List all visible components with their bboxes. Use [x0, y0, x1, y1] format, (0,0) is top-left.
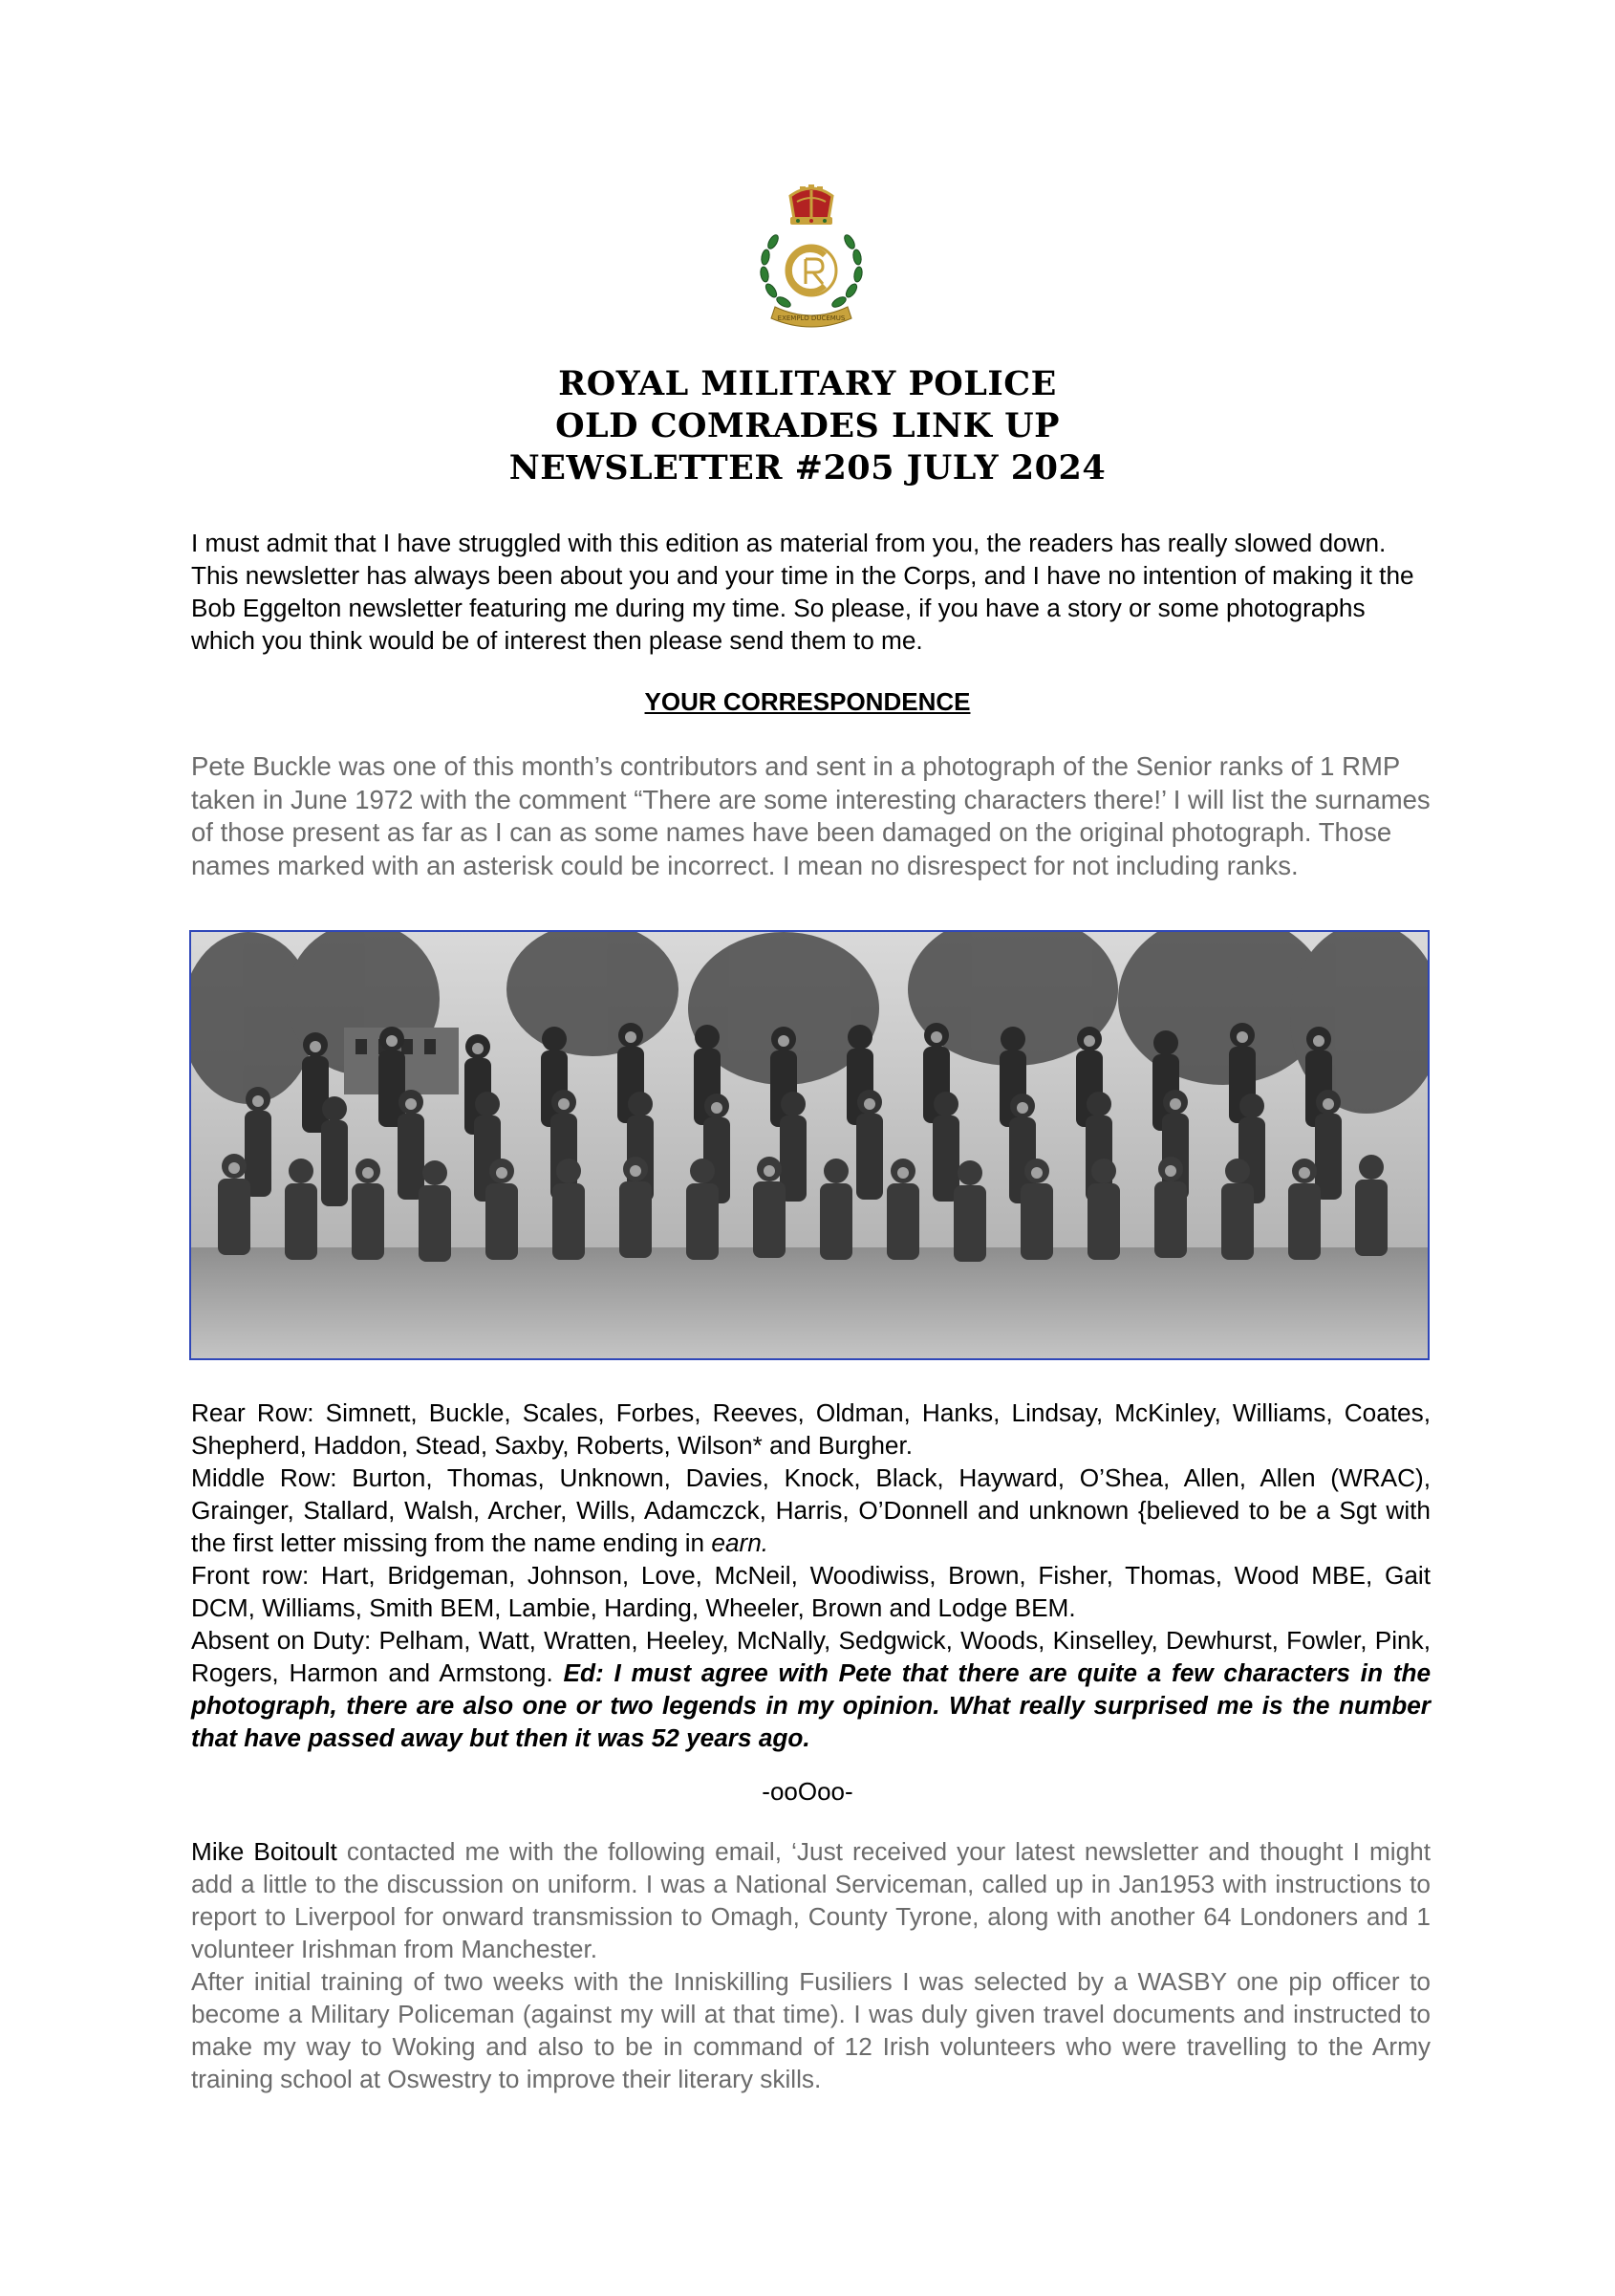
section-separator: -ooOoo-	[762, 1777, 853, 1806]
crown-icon	[790, 184, 832, 225]
crest-motto: EXEMPLO DUCEMUS	[777, 314, 846, 322]
title-line-1: ROYAL MILITARY POLICE	[558, 364, 1057, 403]
group-photo-image	[191, 932, 1428, 1358]
middle-row-names: Middle Row: Burton, Thomas, Unknown, Davies, Knock, Black, Hayward, O’Shea, Allen, Allen (WRAC), Grainger, Stallard, Walsh, Archer, Wills, Adamczck, Harris, O’Donnell and unknown {believed to be a Sgt with the first letter missing from the name ending in earn.	[191, 1463, 1431, 1557]
mike-paragraph-1: Mike Boitoult contacted me with the following email, ‘Just received your latest newsletter and thought I might add a little to the discussion on uniform. I was a National Serviceman, called up in Jan1953 with instructions to report to Liverpool for onward transmission to Omagh, County Tyrone, along with another 64 Londoners and 1 volunteer Irishman from Manchester.	[191, 1837, 1431, 1963]
mike-paragraph-2: After initial training of two weeks with the Inniskilling Fusiliers I was selected by a WASBY one pip officer to become a Military Policeman (against my will at that time). I was duly given travel documents and instructed to make my way to Woking and also to be in command of 12 Irish volunteers who were travelling to the Army training school at Oswestry to improve their literary skills.	[191, 1967, 1431, 2093]
contributor-name: Mike Boitoult	[191, 1837, 337, 1866]
absent-names: Absent on Duty: Pelham, Watt, Wratten, Heeley, McNally, Sedgwick, Woods, Kinselley, Dewhurst, Fowler, Pink, Rogers, Harmon and Armstong. Ed: I must agree with Pete that there are quite a few characters in the photograph, there are also one or two legends in my opinion. What really surprised me is the number that have passed away but then it was 52 years ago.	[191, 1626, 1432, 1752]
title-line-3: NEWSLETTER #205 JULY 2024	[508, 448, 1107, 487]
mike-boitoult-section	[191, 1835, 1431, 2095]
rmp-crest-icon	[752, 184, 871, 328]
pete-buckle-paragraph: Pete Buckle was one of this month’s contributors and sent in a photograph of the Senior ranks of 1 RMP taken in June 1972 with the comment “There are some interesting characters there!’ I will list the surnames of those present as far as I can as some names have been damaged on the original photograph. Those names marked with an asterisk could be incorrect. I mean no disrespect for not including ranks.	[191, 751, 1431, 880]
rear-row-names: Rear Row: Simnett, Buckle, Scales, Forbes, Reeves, Oldman, Hanks, Lindsay, McKinley, Williams, Coates, Shepherd, Haddon, Stead, Saxby, Roberts, Wilson* and Burgher.	[191, 1398, 1431, 1460]
intro-paragraph: I must admit that I have struggled with this edition as material from you, the readers has really slowed down. This newsletter has always been about you and your time in the Corps, and I have no intention of making it the Bob Eggelton newsletter featuring me during my time. So please, if you have a story or some photographs which you think would be of interest then please send them to me.	[191, 529, 1414, 655]
group-photo	[189, 930, 1430, 1360]
newsletter-title	[0, 363, 1615, 489]
front-row-names: Front row: Hart, Bridgeman, Johnson, Love, McNeil, Woodiwiss, Brown, Fisher, Thomas, Wood MBE, Gait DCM, Williams, Smith BEM, Lambie, Harding, Wheeler, Brown and Lodge BEM.	[191, 1561, 1431, 1622]
title-line-2: OLD COMRADES LINK UP	[555, 406, 1060, 445]
section-heading: YOUR CORRESPONDENCE	[644, 687, 971, 716]
names-list	[191, 1397, 1431, 1754]
editor-note: Ed: I must agree with Pete that there are quite a few characters in the photograph, there are also one or two legends in my opinion. What really surprised me is the number that have passed away but then it was 52 years ago.	[191, 1658, 1432, 1752]
